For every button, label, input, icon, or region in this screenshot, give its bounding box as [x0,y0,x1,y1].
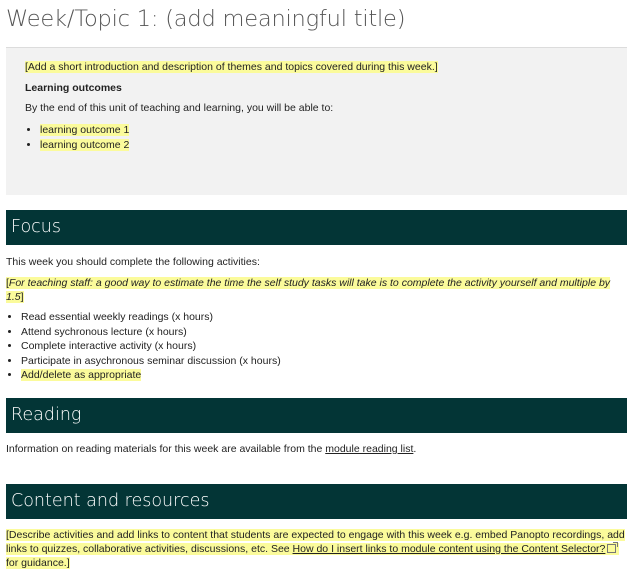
reading-heading: Reading [6,398,627,433]
activity-item: • Participate in asychronous seminar discussion (x hours) [21,354,627,369]
activity-item: • Complete interactive activity (x hours) [21,339,627,354]
activity-item-add-delete: • Add/delete as appropriate [21,368,627,383]
content-resources-heading: Content and resources [6,484,627,519]
learning-outcome-item: • learning outcome 2 [40,138,627,153]
learning-outcomes-list [25,123,627,152]
module-reading-list-link[interactable]: module reading list [325,443,414,455]
learning-outcomes-heading: Learning outcomes [25,82,122,94]
learning-outcomes-text: By the end of this unit of teaching and learning, you will be able to: [25,102,334,114]
content-selector-guidance-link[interactable]: How do I insert links to module content using the Content Selector? [292,543,606,555]
focus-heading: Focus [6,210,627,245]
learning-outcome-item: • learning outcome 1 [40,123,627,138]
intro-box [6,47,627,195]
reading-section [6,442,627,456]
focus-intro: This week you should complete the following activities: [6,256,260,268]
external-link-icon [607,544,616,553]
activity-item: • Read essential weekly readings (x hours) [21,310,627,325]
intro-placeholder: [Add a short introduction and description of themes and topics covered during this week.] [25,61,438,73]
activity-item: • Attend sychronous lecture (x hours) [21,325,627,340]
reading-text: Information on reading materials for this week are available from the module reading list. [6,443,417,455]
content-section [6,528,627,570]
content-text: [Describe activities and add links to content that students are expected to engage with this week e.g. embed Panopto recordings, add links to quizzes, collaborative activities, discussions, etc. See How do I insert links to module content using the Content Selector? for guidance.] [6,529,625,569]
page-title: Week/Topic 1: (add meaningful title) [6,6,406,32]
focus-section [6,255,627,383]
activities-list [6,310,627,383]
teaching-staff-note: [For teaching staff: a good way to estimate the time the self study tasks will take is to complete the activity yourself and multiple by 1.5] [6,277,611,303]
